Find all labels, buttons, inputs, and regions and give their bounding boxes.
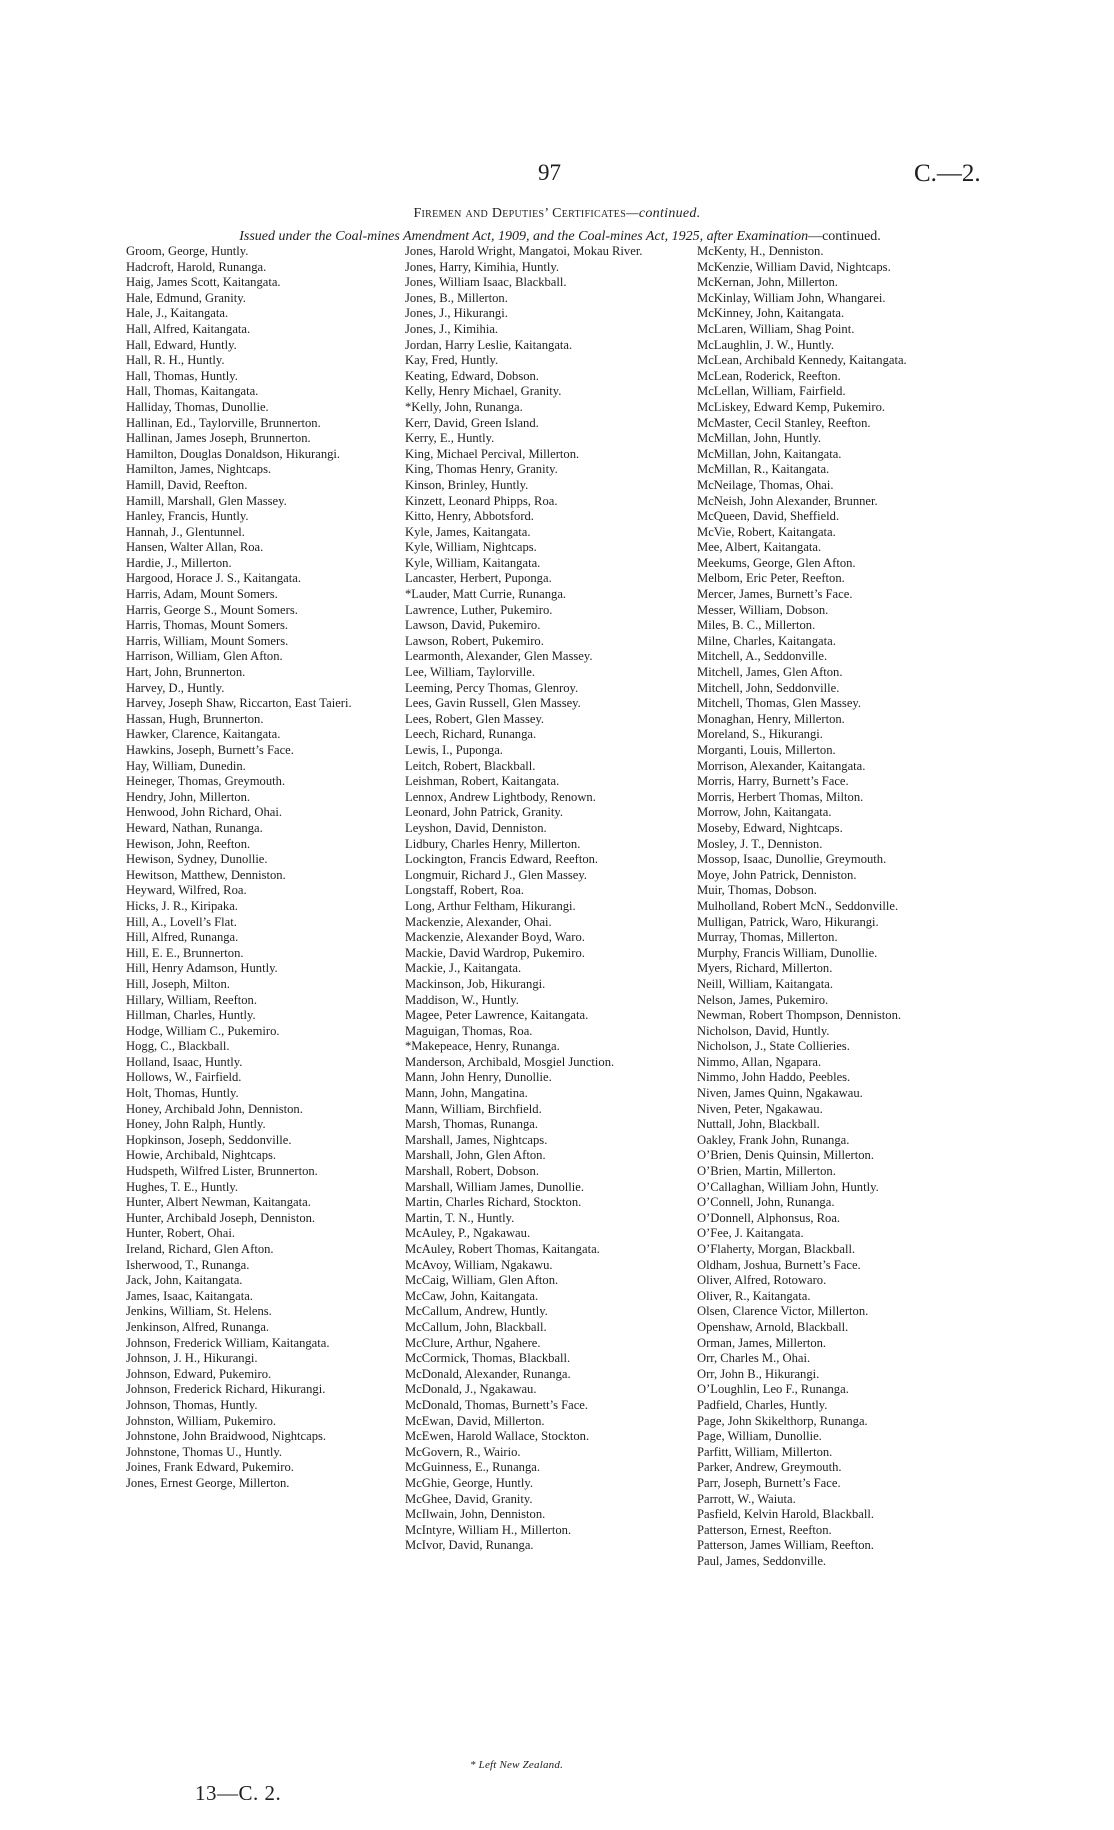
certificate-entry: Kyle, William, Kaitangata. <box>405 555 541 570</box>
certificate-entry: Honey, John Ralph, Huntly. <box>126 1117 266 1132</box>
certificate-entry: Parfitt, William, Millerton. <box>697 1444 833 1459</box>
certificate-entry: Holland, Isaac, Huntly. <box>126 1054 243 1069</box>
certificate-entry: Hawkins, Joseph, Burnett’s Face. <box>126 743 294 757</box>
certificate-entry: Jones, B., Millerton. <box>405 290 508 305</box>
certificate-entry: Page, William, Dunollie. <box>697 1429 822 1444</box>
certificate-entry: Lancaster, Herbert, Puponga. <box>405 571 552 586</box>
certificate-entry: Jones, Harry, Kimihia, Huntly. <box>405 259 560 274</box>
certificate-entry: Hall, Thomas, Kaitangata. <box>126 384 259 399</box>
certificate-entry: Martin, Charles Richard, Stockton. <box>405 1195 582 1210</box>
certificate-entry: Hudspeth, Wilfred Lister, Brunnerton. <box>126 1164 318 1179</box>
certificate-entry: Mossop, Isaac, Dunollie, Greymouth. <box>697 852 887 867</box>
certificate-entry: Harvey, Joseph Shaw, Riccarton, East Taieri. <box>126 696 352 711</box>
certificate-entry: James, Isaac, Kaitangata. <box>126 1288 253 1303</box>
certificate-entry: Moseby, Edward, Nightcaps. <box>697 820 843 835</box>
certificate-entry: McKenty, H., Denniston. <box>697 244 824 258</box>
certificate-entry: Lennox, Andrew Lightbody, Renown. <box>405 789 596 804</box>
certificate-entry: Patterson, James William, Reefton. <box>697 1538 874 1553</box>
certificate-entry: McAuley, P., Ngakawau. <box>405 1226 531 1241</box>
certificate-entry: McDonald, Alexander, Runanga. <box>405 1366 571 1381</box>
certificate-entry: Lee, William, Taylorville. <box>405 665 535 680</box>
certificate-entry: McVie, Robert, Kaitangata. <box>697 524 836 539</box>
certificate-entry: Hall, R. H., Huntly. <box>126 353 225 368</box>
certificate-entry: Magee, Peter Lawrence, Kaitangata. <box>405 1008 589 1023</box>
page-reference: C.—2. <box>914 160 981 187</box>
certificate-entry: Morris, Herbert Thomas, Milton. <box>697 789 864 804</box>
section-title-caps: Firemen and Deputies’ Certificates <box>413 206 627 221</box>
certificate-entry: Leeming, Percy Thomas, Glenroy. <box>405 680 579 695</box>
certificate-entry: Lawson, Robert, Pukemiro. <box>405 633 544 648</box>
name-column-2 <box>405 244 678 1554</box>
certificate-entry: Hewison, Sydney, Dunollie. <box>126 852 268 867</box>
certificate-entry: Kinzett, Leonard Phipps, Roa. <box>405 493 558 508</box>
certificate-entry: Martin, T. N., Huntly. <box>405 1210 515 1225</box>
certificate-entry: McIntyre, William H., Millerton. <box>405 1522 572 1537</box>
certificate-entry: McEwan, David, Millerton. <box>405 1413 545 1428</box>
certificate-entry: McDonald, Thomas, Burnett’s Face. <box>405 1397 589 1412</box>
certificate-entry: Mackenzie, Alexander, Ohai. <box>405 914 552 929</box>
certificate-entry: Monaghan, Henry, Millerton. <box>697 711 845 726</box>
certificate-entry: Leyshon, David, Denniston. <box>405 820 547 835</box>
certificate-entry: Long, Arthur Feltham, Hikurangi. <box>405 898 576 913</box>
certificate-entry: *Makepeace, Henry, Runanga. <box>405 1039 560 1054</box>
certificate-entry: Kyle, William, Nightcaps. <box>405 540 537 555</box>
certificate-entry: Mee, Albert, Kaitangata. <box>697 540 822 555</box>
certificate-entry: Leitch, Robert, Blackball. <box>405 758 536 773</box>
certificate-entry: Johnson, J. H., Hikurangi. <box>126 1351 258 1366</box>
certificate-entry: Johnston, William, Pukemiro. <box>126 1413 277 1428</box>
certificate-entry: Messer, William, Dobson. <box>697 602 829 617</box>
certificate-entry: Mackenzie, Alexander Boyd, Waro. <box>405 930 585 945</box>
certificate-entry: McCallum, John, Blackball. <box>405 1319 547 1334</box>
certificate-entry: Kerry, E., Huntly. <box>405 431 495 446</box>
certificate-entry: Miles, B. C., Millerton. <box>697 618 816 633</box>
certificate-entry: Newman, Robert Thompson, Denniston. <box>697 1008 902 1023</box>
certificate-entry: Nelson, James, Pukemiro. <box>697 992 829 1007</box>
certificate-entry: Hogg, C., Blackball. <box>126 1039 230 1054</box>
certificate-entry: Patterson, Ernest, Reefton. <box>697 1522 832 1537</box>
certificate-entry: Lees, Gavin Russell, Glen Massey. <box>405 696 581 711</box>
certificate-entry: Milne, Charles, Kaitangata. <box>697 633 836 648</box>
certificate-entry: Kerr, David, Green Island. <box>405 415 539 430</box>
certificate-entry: Hillary, William, Reefton. <box>126 992 257 1007</box>
certificate-entry: Hewison, John, Reefton. <box>126 836 251 851</box>
certificate-entry: Heineger, Thomas, Greymouth. <box>126 774 286 789</box>
certificate-entry: Moye, John Patrick, Denniston. <box>697 867 857 882</box>
certificate-entry: Muir, Thomas, Dobson. <box>697 883 817 898</box>
certificate-entry: Kay, Fred, Huntly. <box>405 353 499 368</box>
certificate-entry: McDonald, J., Ngakawau. <box>405 1382 537 1397</box>
certificate-entry: Hamilton, Douglas Donaldson, Hikurangi. <box>126 446 341 461</box>
certificate-entry: Mackie, David Wardrop, Pukemiro. <box>405 945 585 960</box>
certificate-entry: Hill, Joseph, Milton. <box>126 976 230 991</box>
certificate-entry: Marshall, James, Nightcaps. <box>405 1132 548 1147</box>
certificate-entry: Keating, Edward, Dobson. <box>405 368 539 383</box>
section-title-suffix: —continued. <box>626 206 701 221</box>
certificate-entry: McClure, Arthur, Ngahere. <box>405 1335 541 1350</box>
certificate-entry: Groom, George, Huntly. <box>126 244 249 258</box>
certificate-entry: Harrison, William, Glen Afton. <box>126 649 283 664</box>
certificate-entry: Parrott, W., Waiuta. <box>697 1491 796 1506</box>
certificate-entry: Nimmo, John Haddo, Peebles. <box>697 1070 851 1085</box>
certificate-entry: Nicholson, J., State Collieries. <box>697 1039 850 1054</box>
certificate-entry: Hallinan, James Joseph, Brunnerton. <box>126 431 311 446</box>
certificate-entry: Nuttall, John, Blackball. <box>697 1117 820 1132</box>
certificate-entry: Hill, Alfred, Runanga. <box>126 930 239 945</box>
certificate-entry: Honey, Archibald John, Denniston. <box>126 1101 303 1116</box>
certificate-entry: Mitchell, John, Seddonville. <box>697 680 840 695</box>
certificate-entry: McQueen, David, Sheffield. <box>697 509 840 524</box>
certificate-entry: Parker, Andrew, Greymouth. <box>697 1460 842 1475</box>
certificate-entry: Hall, Alfred, Kaitangata. <box>126 321 251 336</box>
certificate-entry: Oakley, Frank John, Runanga. <box>697 1132 850 1147</box>
certificate-entry: Mitchell, Thomas, Glen Massey. <box>697 696 862 711</box>
certificate-entry: Hodge, William C., Pukemiro. <box>126 1023 280 1038</box>
certificate-entry: McNeilage, Thomas, Ohai. <box>697 477 834 492</box>
certificate-entry: Hamilton, James, Nightcaps. <box>126 462 272 477</box>
certificate-entry: Lidbury, Charles Henry, Millerton. <box>405 836 581 851</box>
certificate-entry: McMillan, R., Kaitangata. <box>697 462 830 477</box>
certificate-entry: Hall, Thomas, Huntly. <box>126 368 238 383</box>
certificate-entry: Openshaw, Arnold, Blackball. <box>697 1319 849 1334</box>
certificate-entry: Hunter, Robert, Ohai. <box>126 1226 235 1241</box>
certificate-entry: McKenzie, William David, Nightcaps. <box>697 259 891 274</box>
certificate-entry: Marshall, William James, Dunollie. <box>405 1179 585 1194</box>
certificate-entry: Heward, Nathan, Runanga. <box>126 820 263 835</box>
certificate-entry: Melbom, Eric Peter, Reefton. <box>697 571 845 586</box>
certificate-entry: McLaren, William, Shag Point. <box>697 321 855 336</box>
certificate-entry: Jenkinson, Alfred, Runanga. <box>126 1319 270 1334</box>
certificate-entry: Meekums, George, Glen Afton. <box>697 555 856 570</box>
certificate-entry: O’Brien, Martin, Millerton. <box>697 1164 836 1179</box>
section-subtitle-text: Issued under the Coal-mines Amendment Act, 1909, and the Coal-mines Act, 1925, after Examination <box>239 229 809 244</box>
certificate-entry: Hall, Edward, Huntly. <box>126 337 237 352</box>
certificate-entry: Hale, Edmund, Granity. <box>126 290 246 305</box>
certificate-entry: Neill, William, Kaitangata. <box>697 976 834 991</box>
certificate-entry: Marshall, Robert, Dobson. <box>405 1164 539 1179</box>
certificate-entry: Orman, James, Millerton. <box>697 1335 827 1350</box>
certificate-entry: McLiskey, Edward Kemp, Pukemiro. <box>697 399 886 414</box>
certificate-entry: Morrow, John, Kaitangata. <box>697 805 832 820</box>
certificate-entry: *Lauder, Matt Currie, Runanga. <box>405 587 567 602</box>
certificate-entry: Marsh, Thomas, Runanga. <box>405 1117 539 1132</box>
certificate-entry: McIvor, David, Runanga. <box>405 1538 534 1553</box>
certificate-entry: Hansen, Walter Allan, Roa. <box>126 540 264 555</box>
certificate-entry: Myers, Richard, Millerton. <box>697 961 833 976</box>
certificate-entry: Hendry, John, Millerton. <box>126 789 251 804</box>
certificate-entry: Morrison, Alexander, Kaitangata. <box>697 758 866 773</box>
certificate-entry: McCormick, Thomas, Blackball. <box>405 1351 571 1366</box>
certificate-entry: Lees, Robert, Glen Massey. <box>405 711 545 726</box>
name-column-3 <box>697 244 970 1569</box>
certificate-entry: McMillan, John, Kaitangata. <box>697 446 842 461</box>
certificate-entry: Jones, William Isaac, Blackball. <box>405 275 567 290</box>
certificate-entry: Hannah, J., Glentunnel. <box>126 524 245 539</box>
certificate-entry: Longmuir, Richard J., Glen Massey. <box>405 867 587 882</box>
certificate-entry: McAuley, Robert Thomas, Kaitangata. <box>405 1242 600 1256</box>
certificate-entry: Jones, Ernest George, Millerton. <box>126 1475 290 1490</box>
certificate-entry: McCallum, Andrew, Huntly. <box>405 1304 548 1319</box>
certificate-entry: Pasfield, Kelvin Harold, Blackball. <box>697 1507 874 1522</box>
certificate-entry: Parr, Joseph, Burnett’s Face. <box>697 1475 841 1490</box>
certificate-entry: Orr, John B., Hikurangi. <box>697 1366 820 1381</box>
certificate-entry: Hill, A., Lovell’s Flat. <box>126 914 237 929</box>
certificate-entry: Nimmo, Allan, Ngapara. <box>697 1054 822 1069</box>
certificate-entry: Mercer, James, Burnett’s Face. <box>697 587 853 602</box>
certificate-entry: Kyle, James, Kaitangata. <box>405 524 531 539</box>
certificate-entry: Mackie, J., Kaitangata. <box>405 961 522 976</box>
printer-signature: 13—C. 2. <box>195 1781 282 1805</box>
certificate-entry: Hawker, Clarence, Kaitangata. <box>126 727 281 742</box>
certificate-entry: Heyward, Wilfred, Roa. <box>126 883 247 898</box>
certificate-entry: Hadcroft, Harold, Runanga. <box>126 259 267 274</box>
certificate-entry: McMaster, Cecil Stanley, Reefton. <box>697 415 871 430</box>
certificate-entry: Hicks, J. R., Kiripaka. <box>126 898 238 913</box>
certificate-entry: Hollows, W., Fairfield. <box>126 1070 242 1085</box>
certificate-entry: Jones, Harold Wright, Mangatoi, Mokau River. <box>405 244 643 258</box>
certificate-entry: Hay, William, Dunedin. <box>126 758 246 773</box>
page-number: 97 <box>538 160 561 185</box>
certificate-entry: McLean, Archibald Kennedy, Kaitangata. <box>697 353 907 368</box>
certificate-entry: Marshall, John, Glen Afton. <box>405 1148 546 1163</box>
certificate-entry: O’Fee, J. Kaitangata. <box>697 1226 804 1241</box>
certificate-entry: Morganti, Louis, Millerton. <box>697 743 836 757</box>
certificate-entry: Mann, John, Mangatina. <box>405 1086 528 1101</box>
certificate-entry: Orr, Charles M., Ohai. <box>697 1351 811 1366</box>
certificate-entry: Mann, William, Birchfield. <box>405 1101 542 1116</box>
section-subtitle <box>140 229 980 245</box>
certificate-entry: McIlwain, John, Denniston. <box>405 1507 546 1522</box>
certificate-entry: *Kelly, John, Runanga. <box>405 399 523 414</box>
certificate-entry: Moreland, S., Hikurangi. <box>697 727 823 742</box>
certificate-entry: Holt, Thomas, Huntly. <box>126 1086 239 1101</box>
certificate-entry: Lewis, I., Puponga. <box>405 743 503 757</box>
certificate-entry: Nicholson, David, Huntly. <box>697 1023 830 1038</box>
certificate-entry: Mosley, J. T., Denniston. <box>697 836 823 851</box>
certificate-entry: Mitchell, A., Seddonville. <box>697 649 828 664</box>
certificate-entry: Haig, James Scott, Kaitangata. <box>126 275 281 290</box>
section-title <box>0 206 1114 222</box>
certificate-entry: Page, John Skikelthorp, Runanga. <box>697 1413 868 1428</box>
certificate-entry: Harris, Adam, Mount Somers. <box>126 587 278 602</box>
certificate-entry: Lawrence, Luther, Pukemiro. <box>405 602 553 617</box>
certificate-entry: Johnstone, Thomas U., Huntly. <box>126 1444 283 1459</box>
section-subtitle-suffix: —continued. <box>808 229 881 244</box>
certificate-entry: McGovern, R., Wairio. <box>405 1444 521 1459</box>
certificate-entry: McEwen, Harold Wallace, Stockton. <box>405 1429 590 1444</box>
certificate-entry: McAvoy, William, Ngakawu. <box>405 1257 553 1272</box>
certificate-entry: McGhee, David, Granity. <box>405 1491 533 1506</box>
certificate-entry: Maguigan, Thomas, Roa. <box>405 1023 533 1038</box>
footnote: * Left New Zealand. <box>470 1759 564 1771</box>
certificate-entry: Hardie, J., Millerton. <box>126 555 232 570</box>
certificate-entry: O’Brien, Denis Quinsin, Millerton. <box>697 1148 874 1163</box>
certificate-entry: King, Thomas Henry, Granity. <box>405 462 558 477</box>
certificate-entry: Mann, John Henry, Dunollie. <box>405 1070 552 1085</box>
certificate-entry: Maddison, W., Huntly. <box>405 992 519 1007</box>
certificate-entry: McGuinness, E., Runanga. <box>405 1460 541 1475</box>
certificate-entry: McMillan, John, Huntly. <box>697 431 822 446</box>
certificate-entry: Hughes, T. E., Huntly. <box>126 1179 239 1194</box>
certificate-entry: Padfield, Charles, Huntly. <box>697 1397 828 1412</box>
certificate-entry: Murphy, Francis William, Dunollie. <box>697 945 878 960</box>
name-column-1 <box>126 244 396 1492</box>
certificate-entry: McCaw, John, Kaitangata. <box>405 1288 539 1303</box>
certificate-entry: Jones, J., Kimihia. <box>405 321 499 336</box>
certificate-entry: McKinney, John, Kaitangata. <box>697 306 845 321</box>
certificate-entry: Hunter, Archibald Joseph, Denniston. <box>126 1210 316 1225</box>
certificate-entry: McLellan, William, Fairfield. <box>697 384 846 399</box>
certificate-entry: Jordan, Harry Leslie, Kaitangata. <box>405 337 573 352</box>
certificate-entry: Johnstone, John Braidwood, Nightcaps. <box>126 1429 327 1444</box>
certificate-entry: Johnson, Frederick William, Kaitangata. <box>126 1335 330 1350</box>
certificate-entry: Oliver, Alfred, Rotowaro. <box>697 1273 827 1288</box>
certificate-entry: Hill, E. E., Brunnerton. <box>126 945 244 960</box>
certificate-entry: Kitto, Henry, Abbotsford. <box>405 509 534 524</box>
certificate-entry: Hart, John, Brunnerton. <box>126 665 246 680</box>
certificate-entry: Johnson, Frederick Richard, Hikurangi. <box>126 1382 326 1397</box>
certificate-entry: Kinson, Brinley, Huntly. <box>405 477 529 492</box>
certificate-entry: Mulholland, Robert McN., Seddonville. <box>697 898 899 913</box>
certificate-entry: Leech, Richard, Runanga. <box>405 727 537 742</box>
certificate-entry: Hassan, Hugh, Brunnerton. <box>126 711 264 726</box>
certificate-entry: O’Loughlin, Leo F., Runanga. <box>697 1382 849 1397</box>
certificate-entry: Oliver, R., Kaitangata. <box>697 1288 811 1303</box>
certificate-entry: Paul, James, Seddonville. <box>697 1553 827 1568</box>
certificate-entry: Joines, Frank Edward, Pukemiro. <box>126 1460 294 1475</box>
certificate-entry: Jenkins, William, St. Helens. <box>126 1304 272 1319</box>
certificate-entry: Murray, Thomas, Millerton. <box>697 930 838 945</box>
certificate-entry: Harris, Thomas, Mount Somers. <box>126 618 289 633</box>
certificate-entry: Isherwood, T., Runanga. <box>126 1257 250 1272</box>
certificate-entry: Harvey, D., Huntly. <box>126 680 225 695</box>
certificate-entry: Henwood, John Richard, Ohai. <box>126 805 282 820</box>
certificate-entry: Mackinson, Job, Hikurangi. <box>405 976 546 991</box>
certificate-entry: Hill, Henry Adamson, Huntly. <box>126 961 278 976</box>
certificate-entry: Hamill, David, Reefton. <box>126 477 248 492</box>
certificate-entry: Hanley, Francis, Huntly. <box>126 509 249 524</box>
certificate-entry: McLaughlin, J. W., Huntly. <box>697 337 835 352</box>
certificate-entry: McCaig, William, Glen Afton. <box>405 1273 559 1288</box>
certificate-entry: Harris, George S., Mount Somers. <box>126 602 298 617</box>
certificate-entry: Howie, Archibald, Nightcaps. <box>126 1148 277 1163</box>
certificate-entry: Jack, John, Kaitangata. <box>126 1273 243 1288</box>
certificate-entry: McKernan, John, Millerton. <box>697 275 838 290</box>
certificate-entry: Kelly, Henry Michael, Granity. <box>405 384 562 399</box>
certificate-entry: Hale, J., Kaitangata. <box>126 306 229 321</box>
certificate-entry: McGhie, George, Huntly. <box>405 1475 534 1490</box>
certificate-entry: Niven, James Quinn, Ngakawau. <box>697 1086 863 1101</box>
certificate-entry: O’Flaherty, Morgan, Blackball. <box>697 1242 856 1256</box>
certificate-entry: Hunter, Albert Newman, Kaitangata. <box>126 1195 311 1210</box>
certificate-entry: Manderson, Archibald, Mosgiel Junction. <box>405 1054 615 1069</box>
certificate-entry: Longstaff, Robert, Roa. <box>405 883 525 898</box>
certificate-entry: Harris, William, Mount Somers. <box>126 633 289 648</box>
certificate-entry: Olsen, Clarence Victor, Millerton. <box>697 1304 869 1319</box>
certificate-entry: Leishman, Robert, Kaitangata. <box>405 774 560 789</box>
certificate-entry: Mitchell, James, Glen Afton. <box>697 665 843 680</box>
certificate-entry: O’Donnell, Alphonsus, Roa. <box>697 1210 841 1225</box>
certificate-entry: Lockington, Francis Edward, Reefton. <box>405 852 599 867</box>
certificate-entry: Halliday, Thomas, Dunollie. <box>126 399 269 414</box>
certificate-entry: Lawson, David, Pukemiro. <box>405 618 541 633</box>
certificate-entry: Niven, Peter, Ngakawau. <box>697 1101 823 1116</box>
certificate-entry: Hargood, Horace J. S., Kaitangata. <box>126 571 301 586</box>
certificate-entry: Mulligan, Patrick, Waro, Hikurangi. <box>697 914 879 929</box>
certificate-entry: Jones, J., Hikurangi. <box>405 306 508 321</box>
certificate-entry: Hallinan, Ed., Taylorville, Brunnerton. <box>126 415 321 430</box>
certificate-entry: O’Connell, John, Runanga. <box>697 1195 835 1210</box>
certificate-entry: Leonard, John Patrick, Granity. <box>405 805 563 820</box>
certificate-entry: Ireland, Richard, Glen Afton. <box>126 1242 274 1256</box>
certificate-entry: Learmonth, Alexander, Glen Massey. <box>405 649 593 664</box>
certificate-entry: O’Callaghan, William John, Huntly. <box>697 1179 879 1194</box>
certificate-entry: Hewitson, Matthew, Denniston. <box>126 867 286 882</box>
certificate-entry: Hopkinson, Joseph, Seddonville. <box>126 1132 292 1147</box>
certificate-entry: Hillman, Charles, Huntly. <box>126 1008 256 1023</box>
certificate-entry: Johnson, Thomas, Huntly. <box>126 1397 258 1412</box>
certificate-entry: McLean, Roderick, Reefton. <box>697 368 841 383</box>
certificate-entry: Oldham, Joshua, Burnett’s Face. <box>697 1257 861 1272</box>
certificate-entry: McKinlay, William John, Whangarei. <box>697 290 886 305</box>
certificate-entry: Hamill, Marshall, Glen Massey. <box>126 493 287 508</box>
certificate-entry: King, Michael Percival, Millerton. <box>405 446 580 461</box>
certificate-entry: McNeish, John Alexander, Brunner. <box>697 493 878 508</box>
certificate-entry: Morris, Harry, Burnett’s Face. <box>697 774 849 789</box>
certificate-entry: Johnson, Edward, Pukemiro. <box>126 1366 272 1381</box>
